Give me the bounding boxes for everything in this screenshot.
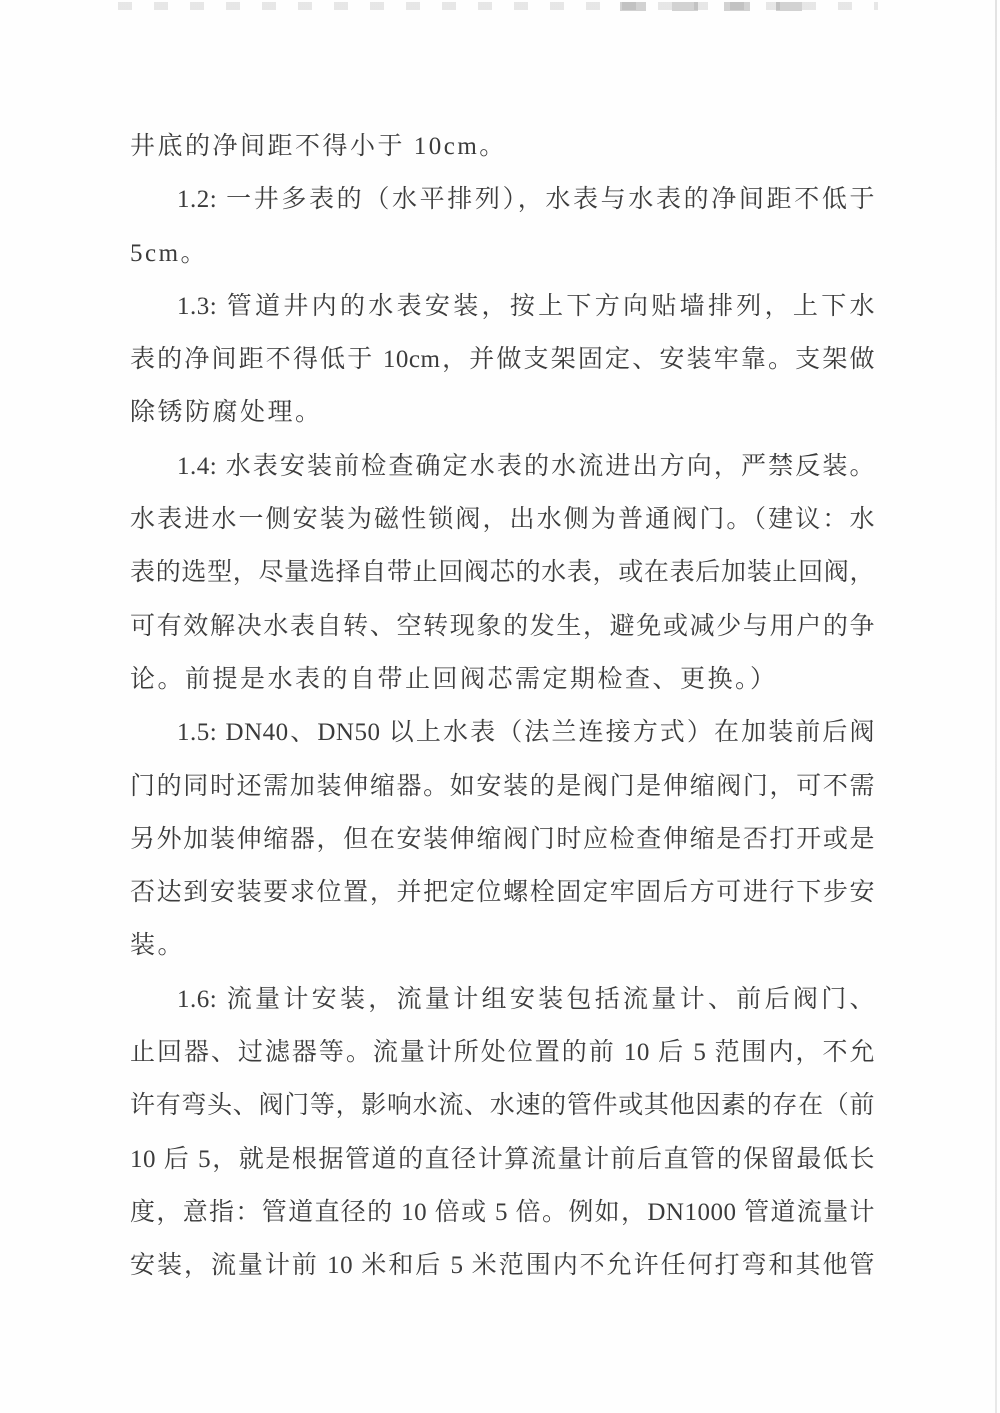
text-line: 1.6: 流量计安装，流量计组安装包括流量计、前后阀门、 (177, 985, 875, 1013)
paragraph-clause-1-4 (130, 440, 875, 706)
text-line: 可有效解决水表自转、空转现象的发生，避免或减少与用户的争 (130, 612, 875, 640)
text-line: 1.4: 水表安装前检查确定水表的水流进出方向，严禁反装。 (177, 452, 875, 480)
text-line: 表的选型，尽量选择自带止回阀芯的水表，或在表后加装止回阀， (130, 559, 875, 587)
text-line: 许有弯头、阀门等，影响水流、水速的管件或其他因素的存在（前 (130, 1092, 875, 1120)
paragraph-clause-1-6 (130, 973, 875, 1293)
text-line: 1.3: 管道井内的水表安装，按上下方向贴墙排列，上下水 (177, 292, 875, 320)
text-line: 1.2: 一井多表的（水平排列），水表与水表的净间距不低于 (177, 186, 875, 214)
paragraph-continuation (130, 120, 875, 173)
text-line: 止回器、过滤器等。流量计所处位置的前 10 后 5 范围内，不允 (130, 1039, 875, 1067)
text-line: 安装，流量计前 10 米和后 5 米范围内不允许任何打弯和其他管 (130, 1252, 875, 1280)
text-line: 除锈防腐处理。 (130, 399, 323, 427)
page-text-block (130, 120, 875, 1293)
paragraph-clause-1-5 (130, 706, 875, 972)
text-line: 表的净间距不得低于 10cm，并做支架固定、安装牢靠。支架做 (130, 346, 875, 374)
text-line: 水表进水一侧安装为磁性锁阀，出水侧为普通阀门。（建议：水 (130, 506, 875, 534)
paragraph-clause-1-3 (130, 280, 875, 440)
text-line: 另外加装伸缩器，但在安装伸缩阀门时应检查伸缩是否打开或是 (130, 825, 875, 853)
text-line: 5cm。 (130, 239, 209, 267)
text-line: 1.5: DN40、DN50 以上水表（法兰连接方式）在加装前后阀 (177, 719, 875, 747)
text-line: 井底的净间距不得小于 10cm。 (130, 133, 507, 160)
text-line: 论。前提是水表的自带止回阀芯需定期检查、更换。） (130, 665, 778, 693)
text-line: 门的同时还需加装伸缩器。如安装的是阀门是伸缩阀门，可不需 (130, 772, 875, 800)
text-line: 否达到安装要求位置，并把定位螺栓固定牢固后方可进行下步安 (130, 879, 875, 907)
scan-artifact-top-edge-dark (620, 2, 820, 11)
text-line: 度，意指：管道直径的 10 倍或 5 倍。例如，DN1000 管道流量计 (130, 1198, 875, 1226)
paragraph-clause-1-2 (130, 173, 875, 280)
scan-artifact-right-edge-line (995, 0, 997, 1413)
text-line: 装。 (130, 932, 186, 960)
text-line: 10 后 5，就是根据管道的直径计算流量计前后直管的保留最低长 (130, 1145, 875, 1173)
